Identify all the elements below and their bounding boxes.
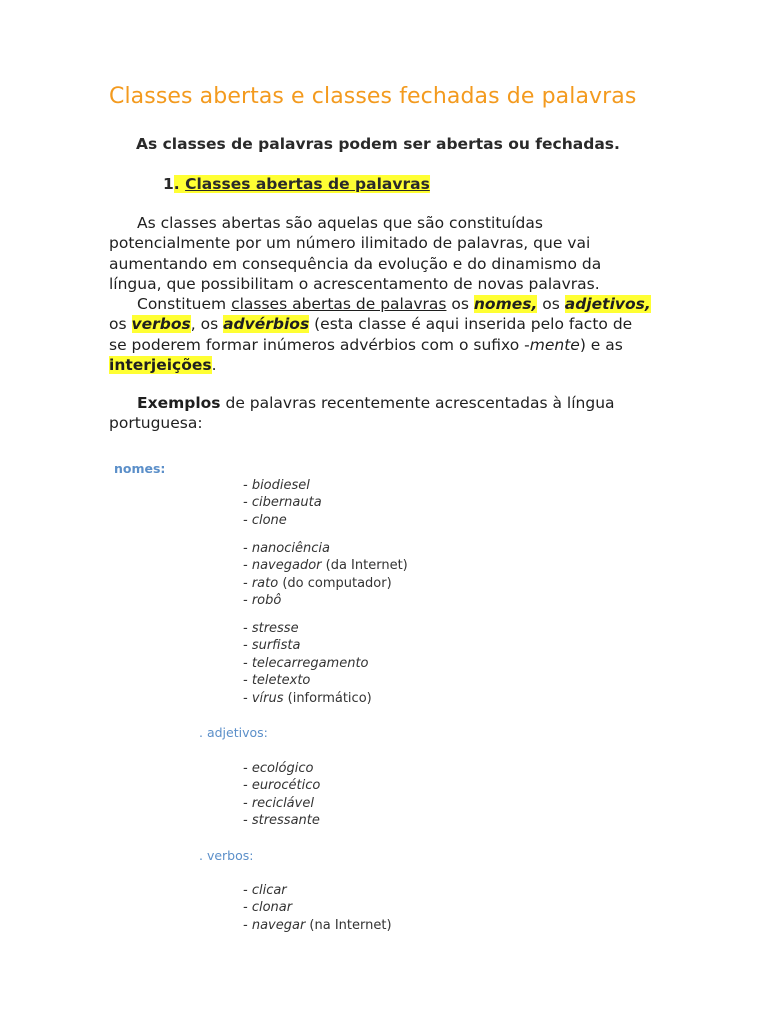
para2-text: Constituem [137, 295, 232, 314]
section-heading [163, 175, 430, 193]
suffix-mente: mente [529, 335, 580, 354]
section-heading-highlight [174, 175, 430, 193]
word-item [243, 882, 392, 899]
word: - nanociência [243, 541, 330, 556]
keyword-nomes: nomes, [473, 295, 538, 314]
section-dot: . [173, 175, 186, 193]
open-classes-term: classes abertas de palavras [231, 295, 447, 314]
word-note: (do computador) [278, 575, 392, 591]
para2-text: , os [190, 315, 224, 334]
para2-text: os [109, 315, 132, 334]
para2-line4 [109, 355, 669, 375]
word-item [243, 592, 408, 609]
word: - clonar [243, 900, 293, 916]
word-item [243, 575, 408, 592]
word-item [243, 655, 372, 672]
adjetivos-group [243, 760, 320, 830]
word-item [243, 672, 372, 689]
word: - surfista [243, 638, 301, 654]
nomes-group-3 [243, 620, 372, 707]
examples-text: de palavras recentemente acrescentadas à língua [220, 394, 615, 412]
para2-line2 [109, 314, 669, 334]
section-number: 1 [163, 175, 174, 193]
word-item [243, 812, 320, 829]
intro-sentence: As classes de palavras podem ser abertas ou fechadas. [136, 135, 620, 153]
category-nomes: nomes: [114, 461, 166, 476]
para1-line2: potencialmente por um número ilimitado de palavras, que vai [109, 234, 591, 253]
nomes-group-1 [243, 477, 322, 529]
keyword-verbos: verbos [131, 315, 191, 334]
para1-line4: língua, que possibilitam o acrescentamento de novas palavras. [109, 274, 600, 293]
verbos-group [243, 882, 392, 934]
para2-text: . [211, 356, 217, 375]
word: - eurocético [243, 778, 321, 794]
category-adjetivos: . adjetivos: [199, 725, 268, 740]
para2-text: ) e as [579, 335, 623, 354]
word-item [243, 795, 320, 812]
word-item [243, 557, 408, 574]
para2-text: os [446, 295, 474, 314]
word: - stressante [243, 813, 320, 829]
word: - clicar [243, 883, 287, 898]
word-item [243, 899, 392, 916]
word: - cibernauta [243, 495, 322, 511]
word-item [243, 760, 320, 777]
word-item [243, 494, 322, 511]
para2-line1 [109, 294, 669, 314]
nomes-group-2 [243, 540, 408, 610]
word-note: (da Internet) [321, 558, 408, 574]
para2-text: os [537, 295, 565, 314]
body-paragraphs [109, 213, 669, 375]
keyword-adverbios: advérbios [223, 315, 310, 334]
examples-line2: portuguesa: [109, 414, 203, 433]
word-item [243, 620, 372, 637]
word: - stresse [243, 621, 299, 636]
word-item [243, 777, 320, 794]
category-verbos: . verbos: [199, 848, 254, 863]
word: - teletexto [243, 673, 311, 689]
para1-line1: As classes abertas são aquelas que são constituídas [137, 214, 543, 232]
word-note: (informático) [283, 690, 372, 706]
word: - ecológico [243, 761, 314, 776]
keyword-interjeicoes: interjeições [109, 356, 212, 375]
page-title: Classes abertas e classes fechadas de palavras [109, 84, 637, 109]
word: - telecarregamento [243, 655, 369, 671]
word-item [243, 690, 372, 707]
word: - biodiesel [243, 478, 310, 493]
para2-text: (esta classe é aqui inserida pelo facto de [309, 315, 633, 334]
section-label: Classes abertas de palavras [185, 175, 430, 193]
word: - reciclável [243, 795, 314, 811]
word-item [243, 477, 322, 494]
word: - clone [243, 512, 287, 528]
examples-line1 [109, 393, 615, 413]
word: - robô [243, 593, 282, 609]
para2-line3 [109, 335, 669, 355]
para2-text: se poderem formar inúmeros advérbios com o sufixo - [109, 335, 530, 354]
word-item [243, 917, 392, 934]
examples-label: Exemplos [137, 394, 221, 412]
para1-line3: aumentando em consequência da evolução e do dinamismo da [109, 254, 602, 273]
word-item [243, 512, 322, 529]
word-item [243, 637, 372, 654]
word: - vírus [243, 690, 284, 706]
keyword-adjetivos: adjetivos, [564, 295, 651, 314]
examples-intro [109, 393, 615, 434]
word-note: (na Internet) [305, 917, 392, 933]
word: - navegar [243, 917, 306, 933]
word: - rato [243, 575, 279, 591]
word-item [243, 540, 408, 557]
word: - navegador [243, 558, 322, 574]
